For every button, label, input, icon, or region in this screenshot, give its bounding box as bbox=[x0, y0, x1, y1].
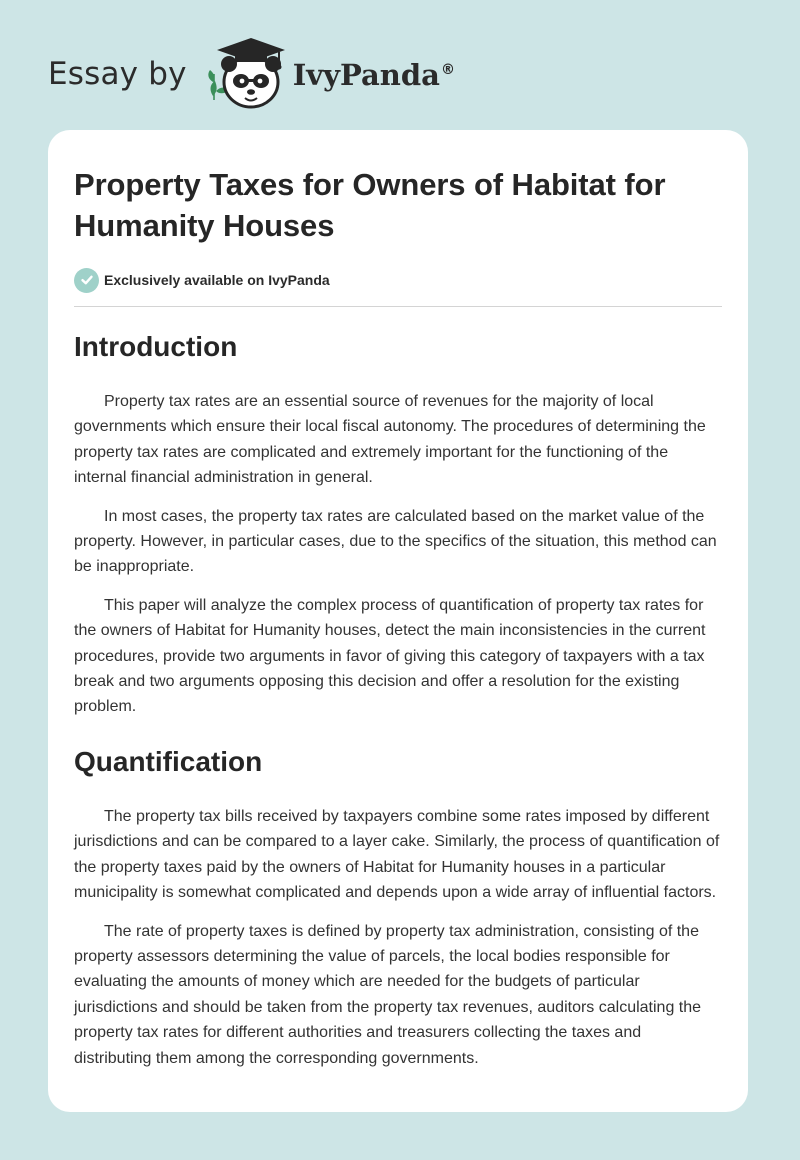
paragraph: Property tax rates are an essential source of revenues for the majority of local governments which ensure their local fiscal autonomy. The procedures of determining the property tax rates are complicated and extremely important for the functioning of the internal financial administration in general. bbox=[74, 393, 706, 487]
section-quantification bbox=[74, 804, 722, 1071]
panda-logo-icon[interactable] bbox=[199, 34, 291, 110]
brand-name[interactable] bbox=[293, 58, 455, 92]
divider bbox=[74, 306, 722, 307]
section-heading-quantification: Quantification bbox=[74, 745, 263, 777]
section-introduction bbox=[74, 389, 722, 720]
checkmark-icon bbox=[74, 268, 99, 293]
registered-mark: ® bbox=[440, 62, 455, 79]
article-title: Property Taxes for Owners of Habitat for Humanity Houses bbox=[74, 167, 666, 243]
article-card bbox=[48, 130, 748, 1112]
paragraph: The rate of property taxes is defined by property tax administration, consisting of the property assessors determining the value of parcels, the local bodies responsible for evaluating the amounts of money which are needed for the budgets of particular jurisdictions and should be taken from the property tax revenues, auditors calculating the property tax rates for different authorities and treasurers collecting the taxes and distributing them among the corresponding governments. bbox=[74, 922, 702, 1067]
paragraph: The property tax bills received by taxpayers combine some rates imposed by different jurisdictions and can be compared to a layer cake. Similarly, the process of quantification of the property taxes paid by the owners of Habitat for Humanity houses in a particular municipality is somewhat complicated and depends upon a wide array of influential factors. bbox=[74, 807, 720, 902]
brand-text: IvyPanda bbox=[292, 58, 440, 92]
essay-by-label: Essay by bbox=[48, 56, 187, 92]
site-header bbox=[48, 34, 508, 110]
exclusive-badge bbox=[74, 266, 722, 294]
badge-text: Exclusively available on IvyPanda bbox=[104, 272, 330, 288]
paragraph: This paper will analyze the complex process of quantification of property tax rates for the owners of Habitat for Humanity houses, detect the main inconsistencies in the current procedures, provide two arguments in favor of giving this category of taxpayers with a tax break and two arguments opposing this decision and offer a resolution for the existing problem. bbox=[74, 596, 706, 716]
section-heading-introduction: Introduction bbox=[74, 331, 238, 362]
paragraph: In most cases, the property tax rates are calculated based on the market value of the property. However, in particular cases, due to the specifics of the situation, this method can be inappropriate. bbox=[74, 507, 717, 576]
